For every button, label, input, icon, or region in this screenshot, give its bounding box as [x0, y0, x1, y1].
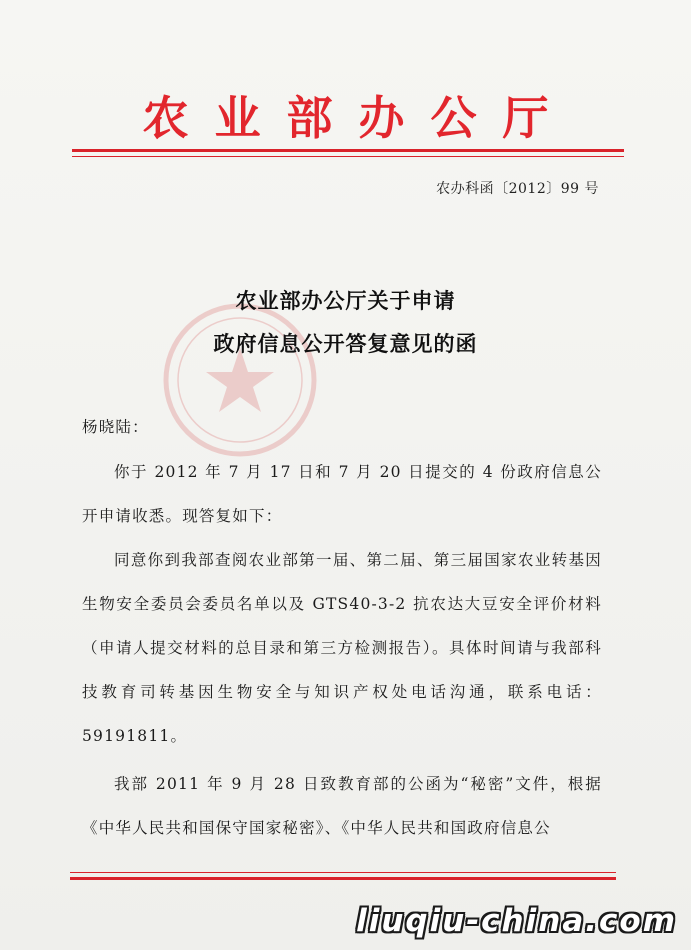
footer-rule-thin	[70, 872, 616, 873]
letter-title-line-2: 政府信息公开答复意见的函	[213, 332, 478, 356]
letterhead-org-name: 农业部办公厅	[142, 91, 575, 145]
letter-title-line-1: 农业部办公厅关于申请	[235, 289, 456, 313]
site-watermark: liuqiu-china.com	[356, 903, 677, 939]
paragraph-1: 你于 2012 年 7 月 17 日和 7 月 20 日提交的 4 份政府信息公开申请收悉。现答复如下：	[82, 463, 602, 525]
letterhead-rule-thick	[72, 149, 624, 152]
paragraph-2: 同意你到我部查阅农业部第一届、第二届、第三届国家农业转基因生物安全委员会委员名单以及 GTS40-3-2 抗农达大豆安全评价材料（申请人提交材料的总目录和第三方检测报告）。具体时间请与我部科技教育司转基因生物安全与知识产权处电话沟通，联系电话：59191811。	[82, 551, 602, 745]
salutation: 杨晓陆：	[82, 418, 149, 436]
footer-rule-thick	[70, 877, 616, 880]
letterhead-rule-thin	[72, 156, 624, 157]
document-number: 农办科函〔2012〕99 号	[436, 181, 599, 197]
paragraph-3: 我部 2011 年 9 月 28 日致教育部的公函为“秘密”文件，根据《中华人民共和国保守国家秘密》、《中华人民共和国政府信息公	[82, 775, 602, 837]
